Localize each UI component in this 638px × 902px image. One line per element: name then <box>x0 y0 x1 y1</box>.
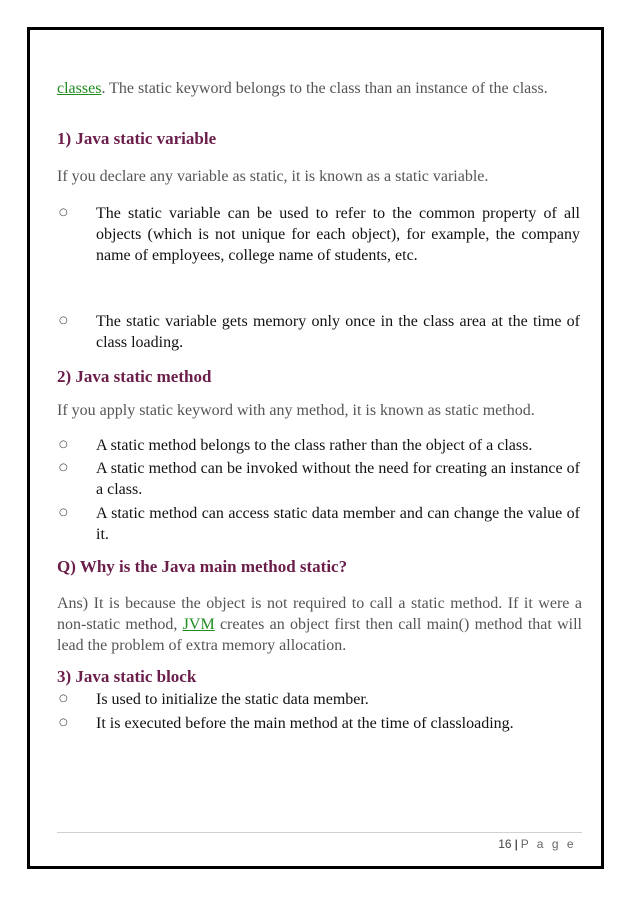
bullet-icon: ○ <box>59 315 68 326</box>
footer-separator: | <box>514 837 518 851</box>
page-number: 16 <box>498 837 512 851</box>
list-item-text: A static method can be invoked without the need for creating an instance of a class. <box>96 460 580 498</box>
list-item-text: Is used to initialize the static data member. <box>96 691 369 708</box>
list-item-text: It is executed before the main method at the time of classloading. <box>96 715 514 732</box>
answer-text-after: creates an object first then call main() method that will lead the problem of extra memory allocation. <box>57 616 582 654</box>
footer-divider <box>57 832 582 833</box>
bullet-icon: ○ <box>59 693 68 704</box>
section3-heading: 3) Java static block <box>57 667 197 686</box>
section2-heading: 2) Java static method <box>57 367 212 386</box>
answer-paragraph <box>57 593 582 656</box>
intro-text: . The static keyword belongs to the class than an instance of the class. <box>101 80 548 97</box>
section1-heading: 1) Java static variable <box>57 129 217 148</box>
bullet-icon: ○ <box>59 439 68 450</box>
bullet-icon: ○ <box>59 462 68 473</box>
bullet-icon: ○ <box>59 507 68 518</box>
bullet-icon: ○ <box>59 717 68 728</box>
intro-paragraph <box>57 78 582 99</box>
page-footer <box>498 837 576 851</box>
list-item-text: A static method belongs to the class rather than the object of a class. <box>96 437 533 454</box>
bullet-icon: ○ <box>59 207 68 218</box>
jvm-link[interactable]: JVM <box>182 616 215 633</box>
list-item-text: The static variable can be used to refer to the common property of all objects (which is not unique for each object), for example, the company name of employees, college name of students, etc. <box>96 205 580 264</box>
question-heading: Q) Why is the Java main method static? <box>57 557 348 576</box>
page-label: P a g e <box>520 837 576 851</box>
classes-link[interactable]: classes <box>57 80 102 97</box>
section2-paragraph: If you apply static keyword with any method, it is known as static method. <box>57 402 535 419</box>
list-item-text: The static variable gets memory only once in the class area at the time of class loading. <box>96 313 580 351</box>
section1-paragraph: If you declare any variable as static, it is known as a static variable. <box>57 168 489 185</box>
answer-text-before: Ans) It is because the object is not required to call a static method. If it were a non-static method, <box>57 595 582 633</box>
list-item-text: A static method can access static data member and can change the value of it. <box>96 505 580 543</box>
